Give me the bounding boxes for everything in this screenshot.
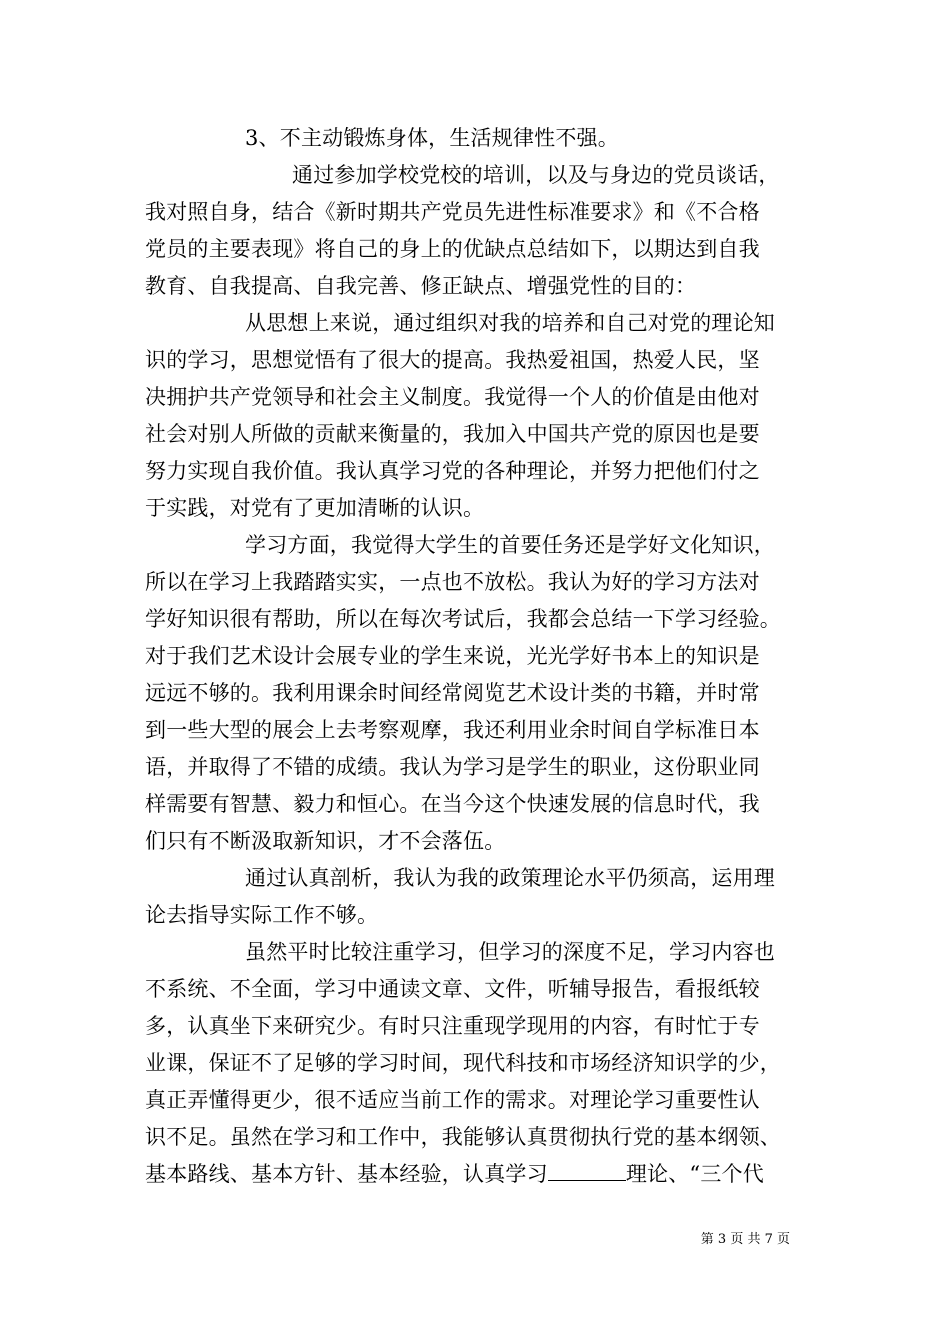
text-line-with-blank [145, 1161, 764, 1187]
text-line: 通过参加学校党校的培训，以及与身边的党员谈话， [292, 163, 780, 187]
text-line: 学好知识很有帮助，所以在每次考试后，我都会总结一下学习经验。 [145, 607, 781, 631]
text-line: 决拥护共产党领导和社会主义制度。我觉得一个人的价值是由他对 [145, 385, 760, 409]
text-line: 到一些大型的展会上去考察观摩，我还利用业余时间自学标准日本 [145, 718, 760, 742]
text-line: 远远不够的。我利用课余时间经常阅览艺术设计类的书籍，并时常 [145, 681, 760, 705]
text-line: 不系统、不全面，学习中通读文章、文件，听辅导报告，看报纸较 [145, 977, 760, 1001]
text-line: 努力实现自我价值。我认真学习党的各种理论，并努力把他们付之 [145, 459, 760, 483]
text-line: 们只有不断汲取新知识，才不会落伍。 [145, 829, 506, 853]
text-line: 教育、自我提高、自我完善、修正缺点、增强党性的目的： [145, 274, 697, 298]
text-line: 真正弄懂得更少，很不适应当前工作的需求。对理论学习重要性认 [145, 1088, 760, 1112]
text-line: 党员的主要表现》将自己的身上的优缺点总结如下，以期达到自我 [145, 237, 760, 261]
text-line: 识的学习，思想觉悟有了很大的提高。我热爱祖国，热爱人民，坚 [145, 348, 760, 372]
text-line: 多，认真坐下来研究少。有时只注重现学现用的内容，有时忙于专 [145, 1014, 760, 1038]
text-line: 论去指导实际工作不够。 [145, 903, 379, 927]
text-segment: 基本路线、基本方针、基本经验，认真学习 [145, 1162, 548, 1186]
text-line: 从思想上来说，通过组织对我的培养和自己对党的理论知 [245, 311, 775, 335]
text-line: 样需要有智慧、毅力和恒心。在当今这个快速发展的信息时代，我 [145, 792, 760, 816]
text-line: 虽然平时比较注重学习，但学习的深度不足，学习内容也 [245, 940, 775, 964]
text-line: 识不足。虽然在学习和工作中，我能够认真贯彻执行党的基本纲领、 [145, 1125, 781, 1149]
text-line: 学习方面，我觉得大学生的首要任务还是学好文化知识， [245, 533, 775, 557]
text-line: 对于我们艺术设计会展专业的学生来说，光光学好书本上的知识是 [145, 644, 760, 668]
fill-in-blank [548, 1162, 626, 1181]
text-line: 通过认真剖析，我认为我的政策理论水平仍须高，运用理 [245, 866, 775, 890]
text-segment: 理论、“三个代 [625, 1162, 764, 1186]
text-line: 所以在学习上我踏踏实实，一点也不放松。我认为好的学习方法对 [145, 570, 760, 594]
text-line: 3、不主动锻炼身体，生活规律性不强。 [245, 126, 619, 150]
text-line: 业课，保证不了足够的学习时间，现代科技和市场经济知识学的少， [145, 1051, 781, 1075]
page-number: 第 3 页 共 7 页 [700, 1232, 790, 1247]
text-line: 社会对别人所做的贡献来衡量的，我加入中国共产党的原因也是要 [145, 422, 760, 446]
text-line: 我对照自身，结合《新时期共产党员先进性标准要求》和《不合格 [145, 200, 760, 224]
text-line: 语，并取得了不错的成绩。我认为学习是学生的职业，这份职业同 [145, 755, 760, 779]
text-line: 于实践，对党有了更加清晰的认识。 [145, 496, 485, 520]
